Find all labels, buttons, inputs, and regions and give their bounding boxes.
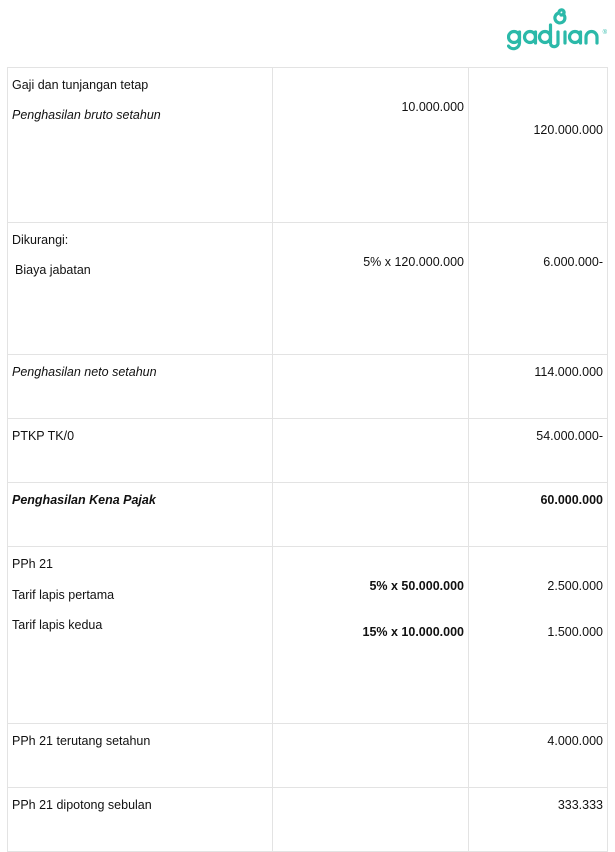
table-row <box>8 547 608 724</box>
row-amount-cell <box>469 788 608 852</box>
row-amount: 54.000.000- <box>536 429 603 443</box>
row-middle-value: 5% x 50.000.000 <box>369 579 464 593</box>
table-row <box>8 419 608 483</box>
row-amount: 114.000.000 <box>534 365 603 379</box>
row-label: PPh 21 dipotong sebulan <box>12 798 152 812</box>
table-row <box>8 724 608 788</box>
row-label: PPh 21 terutang setahun <box>12 734 151 748</box>
row-amount-cell <box>469 547 608 724</box>
row-middle-cell <box>273 547 469 724</box>
row-label-cell <box>8 788 273 852</box>
row-label-cell <box>8 68 273 223</box>
row-label-cell <box>8 547 273 724</box>
row-label: Gaji dan tunjangan tetap <box>12 78 149 92</box>
row-label-cell <box>8 419 273 483</box>
row-amount: 60.000.000 <box>540 493 603 507</box>
row-label: Biaya jabatan <box>15 263 91 277</box>
row-label-cell <box>8 355 273 419</box>
table-row <box>8 355 608 419</box>
row-middle-cell <box>273 724 469 788</box>
row-amount: 2.500.000 <box>547 579 603 593</box>
table-row <box>8 223 608 355</box>
row-label-cell <box>8 724 273 788</box>
row-middle-value: 5% x 120.000.000 <box>363 255 464 269</box>
row-middle-cell <box>273 419 469 483</box>
pph21-calculation-table <box>7 67 608 852</box>
row-middle-cell <box>273 355 469 419</box>
gadjian-logo-mark <box>507 8 603 52</box>
row-label: Penghasilan bruto setahun <box>12 108 161 122</box>
row-amount-cell <box>469 724 608 788</box>
row-amount-cell <box>469 223 608 355</box>
row-middle-value: 15% x 10.000.000 <box>362 625 464 639</box>
row-middle-cell <box>273 788 469 852</box>
table-row <box>8 68 608 223</box>
row-label: Dikurangi: <box>12 233 69 247</box>
gadjian-logo <box>507 8 607 52</box>
row-amount: 1.500.000 <box>547 625 603 639</box>
row-middle-cell <box>273 483 469 547</box>
row-amount: 333.333 <box>557 798 603 812</box>
row-middle-value: 10.000.000 <box>401 100 464 114</box>
row-label: Tarif lapis kedua <box>12 618 103 632</box>
row-amount-cell <box>469 419 608 483</box>
row-amount-cell <box>469 355 608 419</box>
row-label-cell <box>8 483 273 547</box>
registered-mark: ® <box>602 30 607 36</box>
row-label: Penghasilan neto setahun <box>12 365 157 379</box>
row-amount-cell <box>469 483 608 547</box>
row-label: PPh 21 <box>12 557 54 571</box>
table-row <box>8 483 608 547</box>
table-row <box>8 788 608 852</box>
row-label-cell <box>8 223 273 355</box>
row-label: Penghasilan Kena Pajak <box>12 493 156 507</box>
row-amount-cell <box>469 68 608 223</box>
row-amount: 4.000.000 <box>547 734 603 748</box>
row-label: PTKP TK/0 <box>12 429 75 443</box>
row-label: Tarif lapis pertama <box>12 588 115 602</box>
row-middle-cell <box>273 68 469 223</box>
row-amount: 120.000.000 <box>533 123 603 137</box>
row-amount: 6.000.000- <box>543 255 603 269</box>
row-middle-cell <box>273 223 469 355</box>
